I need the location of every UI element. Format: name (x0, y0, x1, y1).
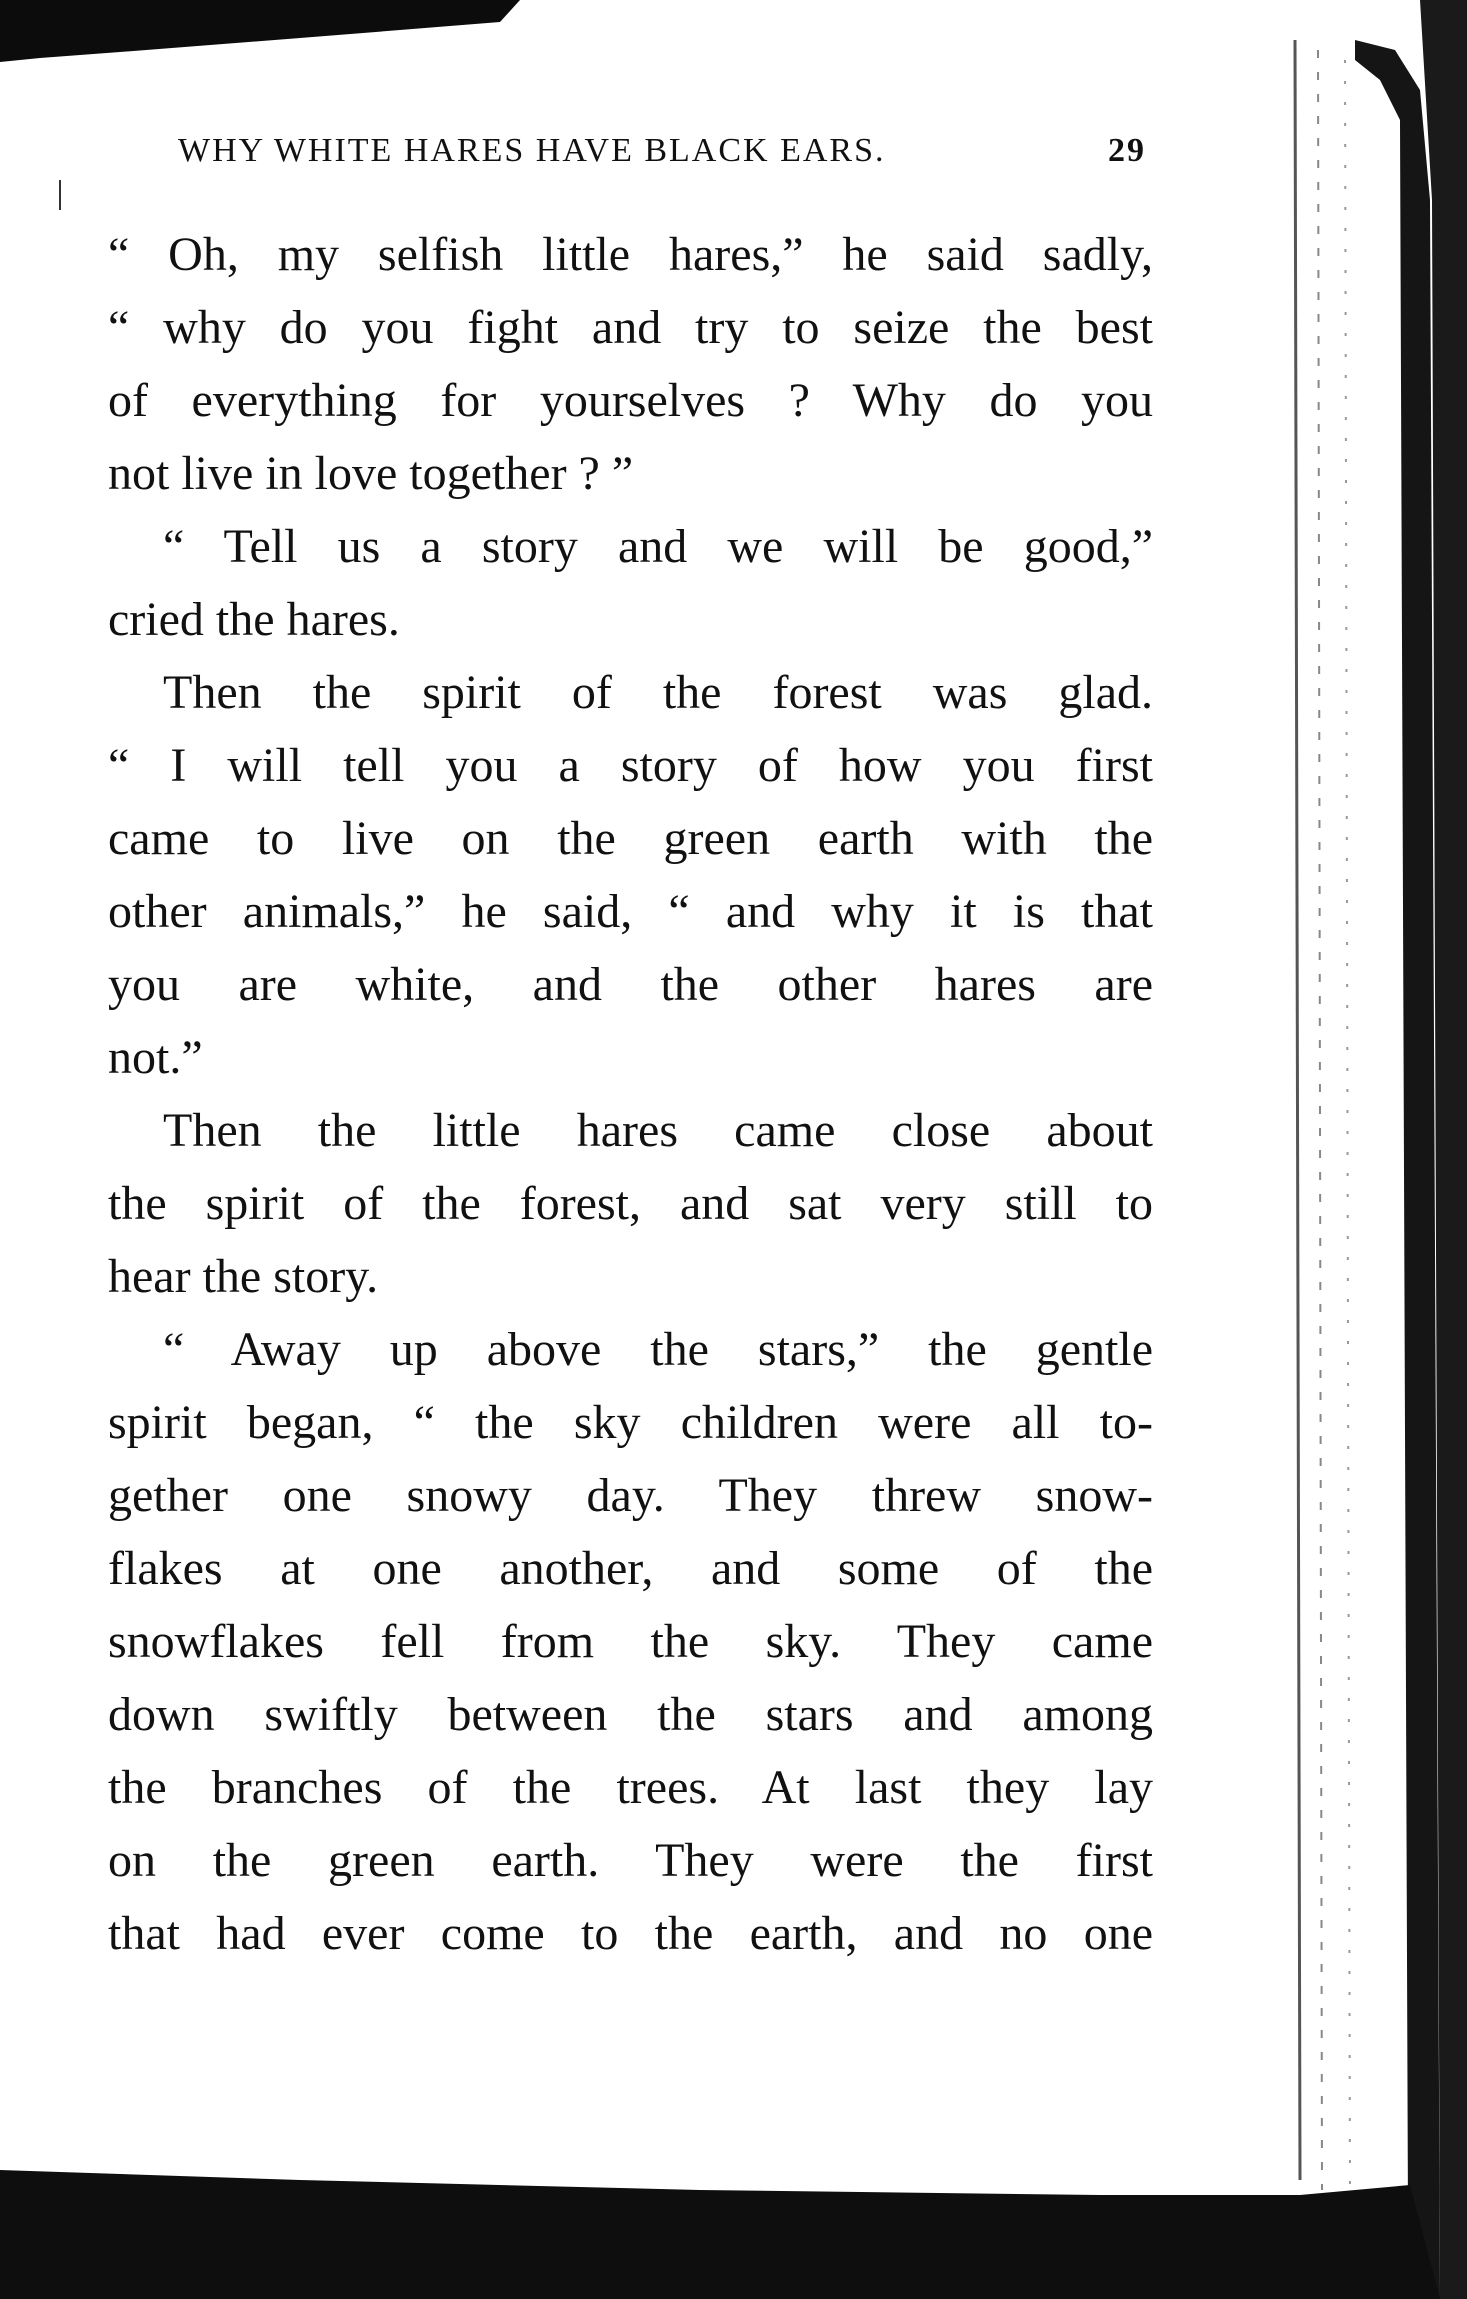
text-line: not.” (108, 1031, 203, 1084)
page-edge-line-2 (1318, 50, 1322, 2190)
text-line: hear the story. (108, 1250, 379, 1303)
text-line: came to live on the green earth with the (108, 812, 1153, 865)
text-line: of everything for yourselves ? Why do you (108, 374, 1153, 427)
text-line: “ Oh, my selfish little hares,” he said sadly, (108, 228, 1153, 281)
text-line: on the green earth. They were the first (108, 1834, 1153, 1887)
text-line: “ I will tell you a story of how you first (108, 739, 1153, 792)
running-head-title: WHY WHITE HARES HAVE BLACK EARS. (178, 132, 886, 169)
text-line: Then the little hares came close about (163, 1104, 1153, 1157)
text-line: the spirit of the forest, and sat very still to (108, 1177, 1153, 1230)
text-line: flakes at one another, and some of the (108, 1542, 1153, 1595)
text-line: gether one snowy day. They threw snow- (108, 1469, 1153, 1522)
text-line: the branches of the trees. At last they lay (108, 1761, 1153, 1814)
text-line: spirit began, “ the sky children were all to- (108, 1396, 1153, 1449)
right-edge-shadow (1355, 40, 1440, 2299)
text-line: you are white, and the other hares are (108, 958, 1153, 1011)
bottom-edge-shadow (0, 2170, 1440, 2299)
page-number: 29 (1108, 132, 1146, 169)
text-line: not live in love together ? ” (108, 447, 634, 500)
text-line: cried the hares. (108, 593, 400, 646)
page-edge-line-1 (1295, 40, 1300, 2180)
page-edge-line-3 (1345, 60, 1350, 2200)
text-line: that had ever come to the earth, and no one (108, 1907, 1153, 1960)
body-text (108, 218, 1153, 1970)
text-line: snowflakes fell from the sky. They came (108, 1615, 1153, 1668)
text-line: “ why do you fight and try to seize the best (108, 301, 1153, 354)
running-header (178, 132, 1178, 182)
top-edge-shadow (0, 0, 520, 62)
text-line: Then the spirit of the forest was glad. (163, 666, 1153, 719)
text-line: “ Tell us a story and we will be good,” (163, 520, 1153, 573)
text-line: other animals,” he said, “ and why it is that (108, 885, 1153, 938)
text-line: down swiftly between the stars and among (108, 1688, 1153, 1741)
text-line: “ Away up above the stars,” the gentle (163, 1323, 1153, 1376)
